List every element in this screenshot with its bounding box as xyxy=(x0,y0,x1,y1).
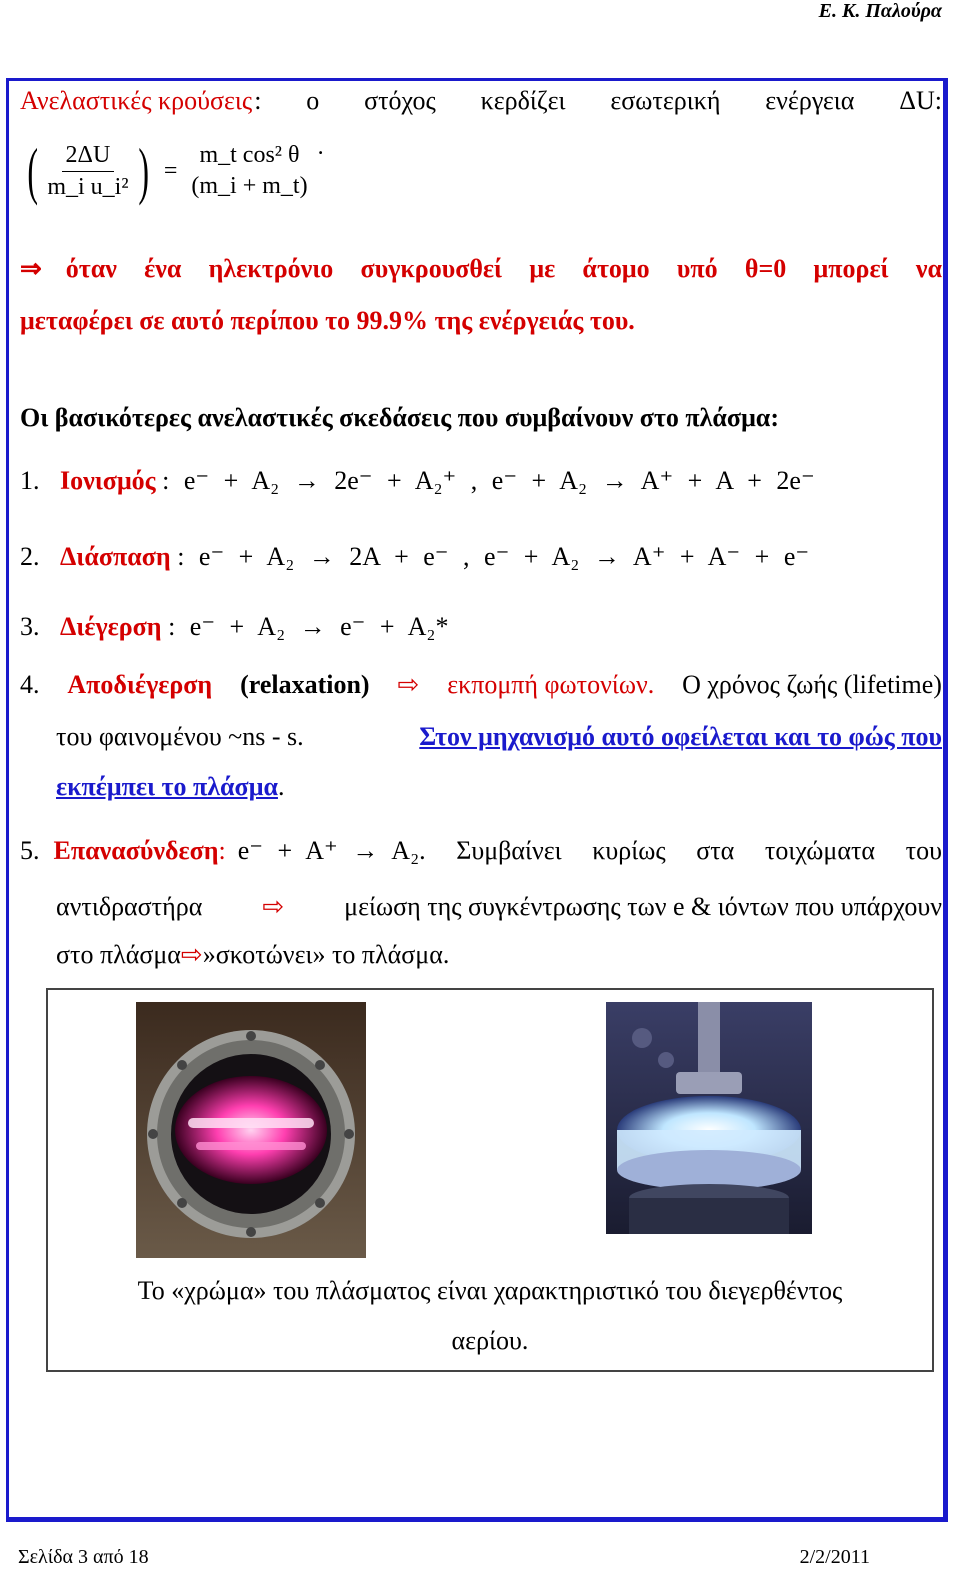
item-ionization xyxy=(20,466,815,496)
item-excitation xyxy=(20,612,448,642)
hollow-arrow-icon: ⇨ xyxy=(180,940,203,969)
item-4-line-3 xyxy=(56,772,284,802)
hollow-arrow-icon: ⇨ xyxy=(262,892,285,921)
item-5-line2a: αντιδραστήρα xyxy=(56,892,203,921)
item-4-line3-end: . xyxy=(277,772,285,801)
item-3-number: 3. xyxy=(20,612,40,641)
formula-period: . xyxy=(317,134,324,160)
item-3-title: Διέγερση xyxy=(60,612,162,641)
item-5-tail: . Συμβαίνει κυρίως στα τοιχώματα του xyxy=(419,836,942,865)
item-dissociation xyxy=(20,542,809,572)
item-4-line3-link: εκπέμπει το πλάσμα xyxy=(56,772,278,801)
inelastic-heading xyxy=(20,86,942,116)
consequence-line-2: μεταφέρει σε αυτό περίπου το 99.9% της ενέργειάς του. xyxy=(20,306,635,335)
formula-lhs xyxy=(43,142,132,201)
item-5-line3a: στο πλάσμα xyxy=(56,940,181,969)
item-relaxation xyxy=(20,670,942,700)
item-5-line-2 xyxy=(56,892,942,922)
formula-rhs xyxy=(187,142,311,200)
formula-rhs-num: m_t cos² θ xyxy=(199,142,300,168)
item-2-title: Διάσπαση xyxy=(60,542,171,571)
item-5-line2b: μείωση της συγκέντρωσης των e & ιόντων που υπάρχουν xyxy=(344,892,942,921)
author-name: Ε. Κ. Παλούρα xyxy=(818,0,942,22)
item-1-sep: : xyxy=(155,466,170,495)
item-3-equation: e⁻ + A₂ → e⁻ + A₂* xyxy=(189,612,449,641)
inelastic-sentence: : ο στόχος κερδίζει εσωτερική ενέργεια ΔU: xyxy=(254,86,942,115)
item-5-title: Επανασύνδεση xyxy=(53,836,219,865)
formula-lhs-num: 2ΔU xyxy=(62,142,115,172)
item-recombination xyxy=(20,836,942,866)
inelastic-title: Ανελαστικές κρούσεις xyxy=(20,86,253,115)
page-date: 2/2/2011 xyxy=(799,1546,870,1568)
item-1-number: 1. xyxy=(20,466,40,495)
consequence-line-1 xyxy=(20,254,942,284)
item-4-line-2 xyxy=(56,722,942,752)
figure-caption-line-2: αερίου. xyxy=(451,1326,529,1355)
energy-transfer-formula: ( $\frac{2\Delta U}{\text{m\_i u\_i²}}$ ) = m_t cos² θ (m_i + m_t) . xyxy=(27,134,324,206)
item-4-text-tail: Ο χρόνος ζωής (lifetime) xyxy=(682,670,942,699)
item-5-equation: e⁻ + A⁺ → A₂ xyxy=(237,836,420,865)
item-4-line2-link: Στον μηχανισμό αυτό οφείλεται και το φώς που xyxy=(419,722,942,751)
item-3-sep: : xyxy=(161,612,176,641)
item-5-line-3 xyxy=(56,940,449,970)
formula-lhs-den: m_i u_i² xyxy=(47,173,129,200)
item-1-title: Ιονισμός xyxy=(60,466,156,495)
item-1-equation: e⁻ + A₂ → 2e⁻ + A₂⁺ , e⁻ + A₂ → A⁺ + A + 2e⁻ xyxy=(183,466,815,495)
item-5-sep: : xyxy=(218,836,226,865)
plasma-figure xyxy=(46,988,934,1372)
collisions-intro: Οι βασικότερες ανελαστικές σκεδάσεις που συμβαίνουν στο πλάσμα: xyxy=(20,403,779,432)
pink-plasma-photo xyxy=(136,1002,366,1258)
formula-equals: = xyxy=(163,157,178,184)
formula-rhs-den: (m_i + m_t) xyxy=(191,173,308,199)
item-4-red-tail: εκπομπή φωτονίων. xyxy=(447,670,655,699)
item-2-equation: e⁻ + A₂ → 2A + e⁻ , e⁻ + A₂ → A⁺ + A⁻ + e⁻ xyxy=(198,542,810,571)
item-4-number: 4. xyxy=(20,670,40,699)
page-number: Σελίδα 3 από 18 xyxy=(18,1546,149,1568)
item-4-line2-plain: του φαινομένου ~ns - s. xyxy=(56,722,304,751)
item-5-line3b: »σκοτώνει» το πλάσμα. xyxy=(202,940,450,969)
item-2-sep: : xyxy=(170,542,185,571)
item-4-title-en: (relaxation) xyxy=(240,670,370,699)
item-5-number: 5. xyxy=(20,836,40,865)
hollow-arrow-icon: ⇨ xyxy=(397,670,420,699)
double-arrow-icon: ⇒ xyxy=(20,254,42,283)
item-2-number: 2. xyxy=(20,542,40,571)
blue-plasma-photo xyxy=(606,1002,812,1234)
consequence-text-1: όταν ένα ηλεκτρόνιο συγκρουσθεί με άτομο υπό θ=0 μπορεί να xyxy=(65,254,942,283)
figure-caption-line-1: Το «χρώμα» του πλάσματος είναι χαρακτηριστικό του διεγερθέντος xyxy=(137,1276,843,1305)
item-4-title: Αποδιέγερση xyxy=(67,670,213,699)
